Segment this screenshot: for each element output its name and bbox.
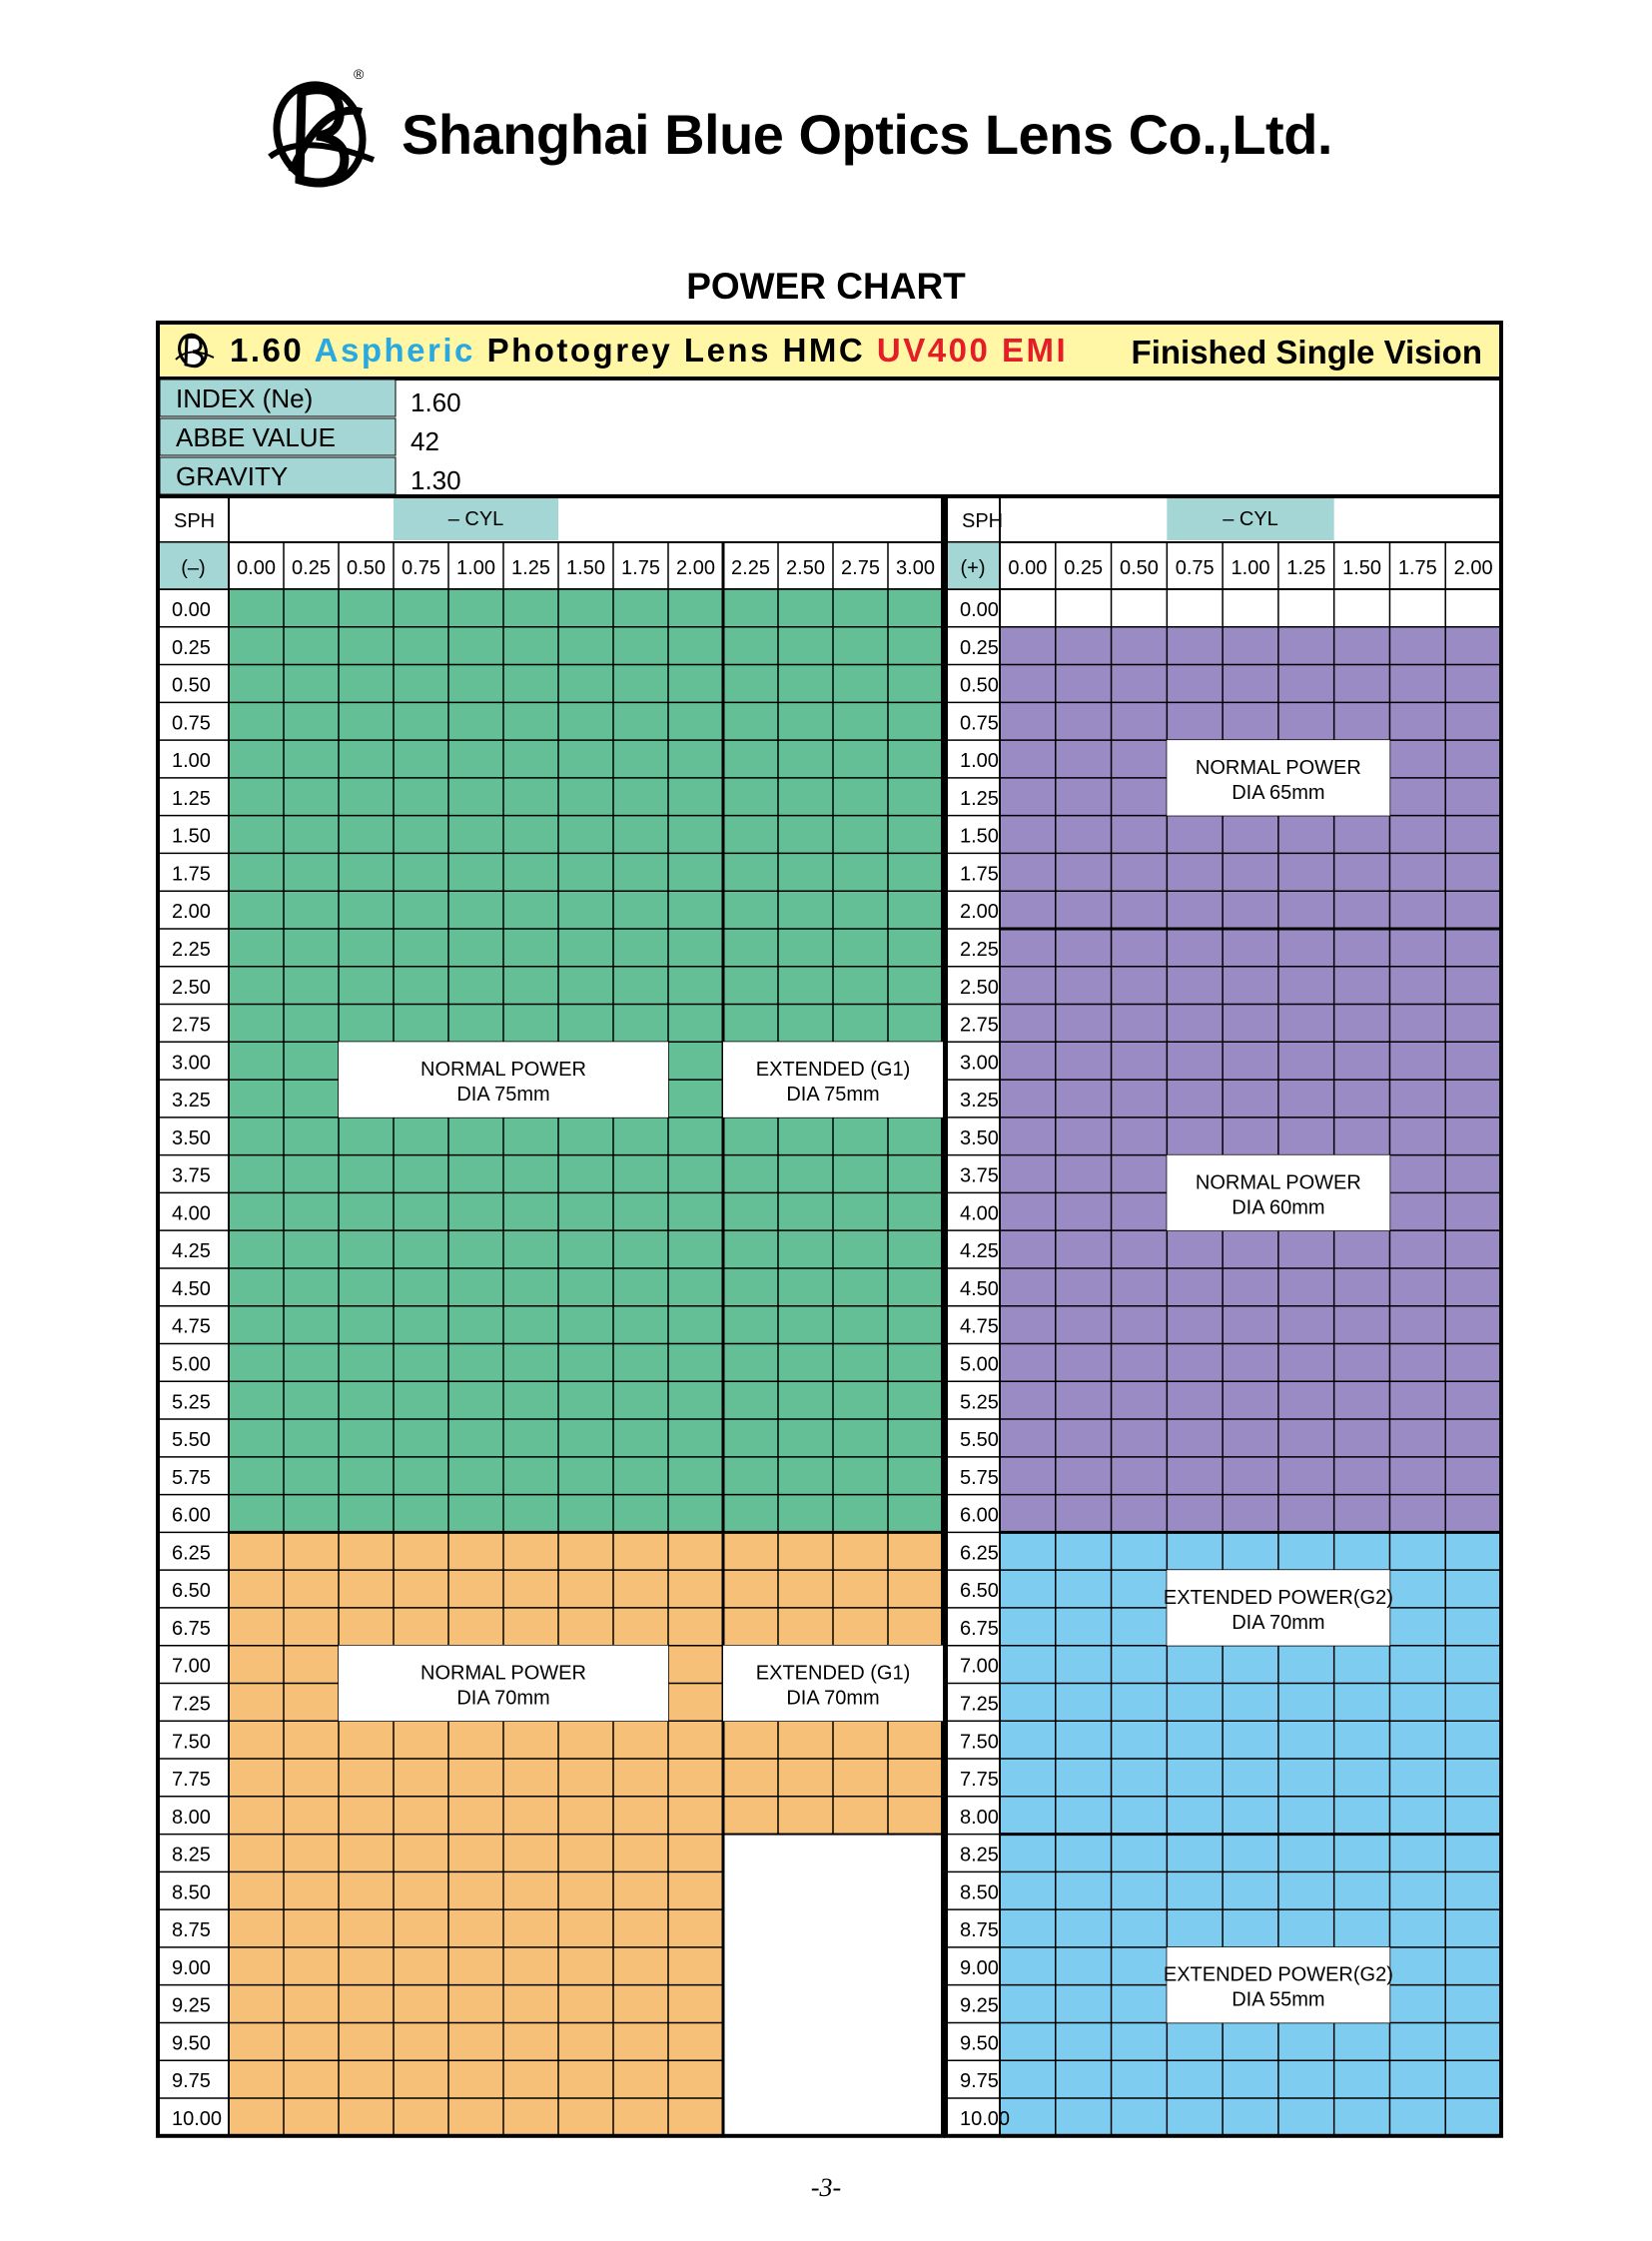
sph-value-label: 7.25 — [172, 1693, 211, 1716]
sph-value-label: 1.25 — [960, 787, 999, 810]
sph-value-label: 2.75 — [960, 1014, 999, 1037]
sph-value-label: 2.00 — [172, 901, 211, 924]
sph-value-label: 6.25 — [172, 1542, 211, 1565]
sph-value-label: 9.25 — [172, 1994, 211, 2017]
product-category: Finished Single Vision — [1131, 334, 1482, 371]
sph-value-label: 3.75 — [172, 1164, 211, 1187]
sph-value-label: 3.50 — [172, 1126, 211, 1149]
sph-value-label: 9.25 — [960, 1994, 999, 2017]
cyl-value-label: 1.00 — [456, 557, 495, 579]
sph-value-label: 9.75 — [960, 2070, 999, 2093]
product-title-part: UV400 EMI — [876, 332, 1069, 369]
sph-value-label: 4.25 — [960, 1240, 999, 1263]
sph-value-label: 2.25 — [172, 938, 211, 961]
sph-value-label: 5.00 — [172, 1353, 211, 1376]
cyl-value-label: 1.00 — [1231, 557, 1270, 579]
sph-value-label: 3.75 — [960, 1164, 999, 1187]
sph-value-label: 6.25 — [960, 1542, 999, 1565]
sph-value-label: 8.25 — [172, 1844, 211, 1867]
sph-value-label: 0.75 — [960, 712, 999, 735]
sph-value-label: 0.00 — [172, 599, 211, 621]
sph-value-label: 1.75 — [960, 863, 999, 886]
sph-value-label: 0.25 — [960, 636, 999, 659]
sph-value-label: 2.00 — [960, 901, 999, 924]
sph-value-label: 2.50 — [960, 976, 999, 999]
sph-value-label: 5.50 — [172, 1429, 211, 1452]
spec-value: 42 — [411, 426, 439, 456]
zone-label-line1: EXTENDED POWER(G2) — [1163, 1586, 1393, 1609]
sph-value-label: 6.75 — [172, 1617, 211, 1640]
sph-value-label: 2.50 — [172, 976, 211, 999]
sph-value-label: 5.50 — [960, 1429, 999, 1452]
sph-value-label: 8.75 — [960, 1919, 999, 1942]
zone-label-line2: DIA 75mm — [786, 1084, 880, 1107]
zone-label-line1: NORMAL POWER — [420, 1662, 586, 1685]
sph-value-label: 2.75 — [172, 1014, 211, 1037]
sph-value-label: 8.50 — [172, 1881, 211, 1904]
spec-label: GRAVITY — [176, 461, 289, 491]
document-title: POWER CHART — [686, 266, 966, 307]
sph-value-label: 1.50 — [172, 825, 211, 848]
cyl-value-label: 2.25 — [731, 557, 770, 579]
sph-value-label: 10.00 — [960, 2108, 1011, 2130]
registered-mark: ® — [354, 66, 365, 82]
sph-value-label: 0.50 — [172, 674, 211, 697]
zone-label-line1: EXTENDED POWER(G2) — [1163, 1963, 1393, 1986]
sph-value-label: 0.50 — [960, 674, 999, 697]
sph-value-label: 8.75 — [172, 1919, 211, 1942]
product-title — [230, 332, 1068, 369]
sph-value-label: 9.50 — [960, 2032, 999, 2055]
zone-label-line2: DIA 65mm — [1232, 781, 1325, 804]
product-title-part: Photogrey Lens HMC — [486, 332, 877, 369]
sph-value-label: 3.50 — [960, 1126, 999, 1149]
cyl-value-label: 1.75 — [1397, 557, 1437, 579]
cyl-value-label: 2.00 — [1453, 557, 1493, 579]
cyl-value-label: 0.75 — [1175, 557, 1215, 579]
cyl-value-label: 1.50 — [1342, 557, 1382, 579]
cyl-value-label: 1.75 — [621, 557, 660, 579]
sph-value-label: 5.75 — [172, 1466, 211, 1489]
sph-value-label: 6.50 — [172, 1580, 211, 1603]
empty-region — [723, 1835, 943, 2136]
cyl-value-label: 3.00 — [896, 557, 935, 579]
sph-value-label: 3.00 — [172, 1052, 211, 1075]
cyl-value-label: 0.25 — [1064, 557, 1104, 579]
cyl-value-label: 0.50 — [347, 557, 386, 579]
spec-value: 1.30 — [411, 465, 461, 495]
cyl-value-label: 0.00 — [1008, 557, 1048, 579]
sph-value-label: 4.25 — [172, 1240, 211, 1263]
sph-value-label: 4.75 — [172, 1315, 211, 1338]
sph-value-label: 9.50 — [172, 2032, 211, 2055]
sph-value-label: 0.75 — [172, 712, 211, 735]
sph-value-label: 3.00 — [960, 1052, 999, 1075]
sph-value-label: 9.00 — [960, 1956, 999, 1979]
spec-label: INDEX (Ne) — [176, 383, 314, 413]
spec-label: ABBE VALUE — [176, 422, 336, 452]
cyl-header: – CYL — [447, 508, 504, 530]
sph-value-label: 7.00 — [960, 1655, 999, 1678]
sph-value-label: 2.25 — [960, 938, 999, 961]
sph-value-label: 7.75 — [172, 1769, 211, 1792]
sph-value-label: 6.00 — [960, 1504, 999, 1527]
sph-value-label: 8.50 — [960, 1881, 999, 1904]
sph-value-label: 6.00 — [172, 1504, 211, 1527]
cyl-value-label: 0.75 — [402, 557, 440, 579]
sph-value-label: 0.25 — [172, 636, 211, 659]
cyl-header: – CYL — [1223, 508, 1278, 530]
sph-value-label: 1.75 — [172, 863, 211, 886]
cyl-value-label: 0.00 — [237, 557, 276, 579]
cyl-value-label: 1.50 — [566, 557, 605, 579]
sph-value-label: 4.00 — [172, 1202, 211, 1225]
sph-value-label: 9.00 — [172, 1956, 211, 1979]
sph-value-label: 1.00 — [172, 750, 211, 773]
sph-value-label: 4.50 — [172, 1277, 211, 1300]
zone-label-line1: NORMAL POWER — [1195, 1171, 1361, 1194]
sph-value-label: 6.75 — [960, 1617, 999, 1640]
sign-label: (–) — [181, 557, 206, 579]
sph-value-label: 4.50 — [960, 1277, 999, 1300]
sph-value-label: 8.00 — [172, 1806, 211, 1829]
page-number: -3- — [810, 2173, 842, 2202]
spec-value: 1.60 — [411, 387, 461, 417]
company-name: Shanghai Blue Optics Lens Co.,Ltd. — [402, 103, 1332, 166]
sph-value-label: 7.00 — [172, 1655, 211, 1678]
zone-label-line1: EXTENDED (G1) — [755, 1662, 911, 1685]
sph-value-label: 3.25 — [172, 1090, 211, 1113]
sph-value-label: 6.50 — [960, 1580, 999, 1603]
sph-value-label: 7.75 — [960, 1769, 999, 1792]
cyl-value-label: 1.25 — [1286, 557, 1326, 579]
sph-header: SPH — [174, 510, 216, 532]
product-title-part: Aspheric — [314, 332, 487, 369]
zone-label-line2: DIA 55mm — [1232, 1988, 1325, 2011]
sph-value-label: 7.50 — [172, 1731, 211, 1754]
sph-value-label: 5.00 — [960, 1353, 999, 1376]
sph-header: SPH — [962, 510, 1004, 532]
sph-value-label: 0.00 — [960, 599, 999, 621]
zone-label-line1: NORMAL POWER — [1195, 756, 1361, 779]
zone-label-line1: EXTENDED (G1) — [755, 1059, 911, 1082]
sph-value-label: 4.75 — [960, 1315, 999, 1338]
zone-label-line1: NORMAL POWER — [420, 1059, 586, 1082]
sph-value-label: 1.00 — [960, 750, 999, 773]
zone-label-line2: DIA 60mm — [1232, 1196, 1325, 1219]
zone-label-line2: DIA 75mm — [456, 1084, 550, 1107]
sph-value-label: 7.50 — [960, 1731, 999, 1754]
cyl-value-label: 0.25 — [292, 557, 331, 579]
product-title-part: 1.60 — [230, 332, 315, 369]
sph-value-label: 7.25 — [960, 1693, 999, 1716]
sph-value-label: 3.25 — [960, 1090, 999, 1113]
sph-value-label: 5.25 — [960, 1391, 999, 1414]
cyl-value-label: 0.50 — [1119, 557, 1159, 579]
cyl-value-label: 2.00 — [676, 557, 715, 579]
sph-value-label: 4.00 — [960, 1202, 999, 1225]
cyl-value-label: 2.50 — [786, 557, 825, 579]
zone-label-line2: DIA 70mm — [456, 1687, 550, 1710]
zone-label-line2: DIA 70mm — [1232, 1611, 1325, 1634]
sign-label: (+) — [960, 557, 986, 579]
sph-value-label: 1.25 — [172, 787, 211, 810]
sph-value-label: 8.25 — [960, 1844, 999, 1867]
cyl-value-label: 1.25 — [511, 557, 550, 579]
sph-value-label: 8.00 — [960, 1806, 999, 1829]
sph-value-label: 5.75 — [960, 1466, 999, 1489]
sph-value-label: 5.25 — [172, 1391, 211, 1414]
cyl-value-label: 2.75 — [841, 557, 880, 579]
sph-value-label: 1.50 — [960, 825, 999, 848]
sph-value-label: 9.75 — [172, 2070, 211, 2093]
sph-value-label: 10.00 — [172, 2108, 223, 2130]
zone-label-line2: DIA 70mm — [786, 1687, 880, 1710]
